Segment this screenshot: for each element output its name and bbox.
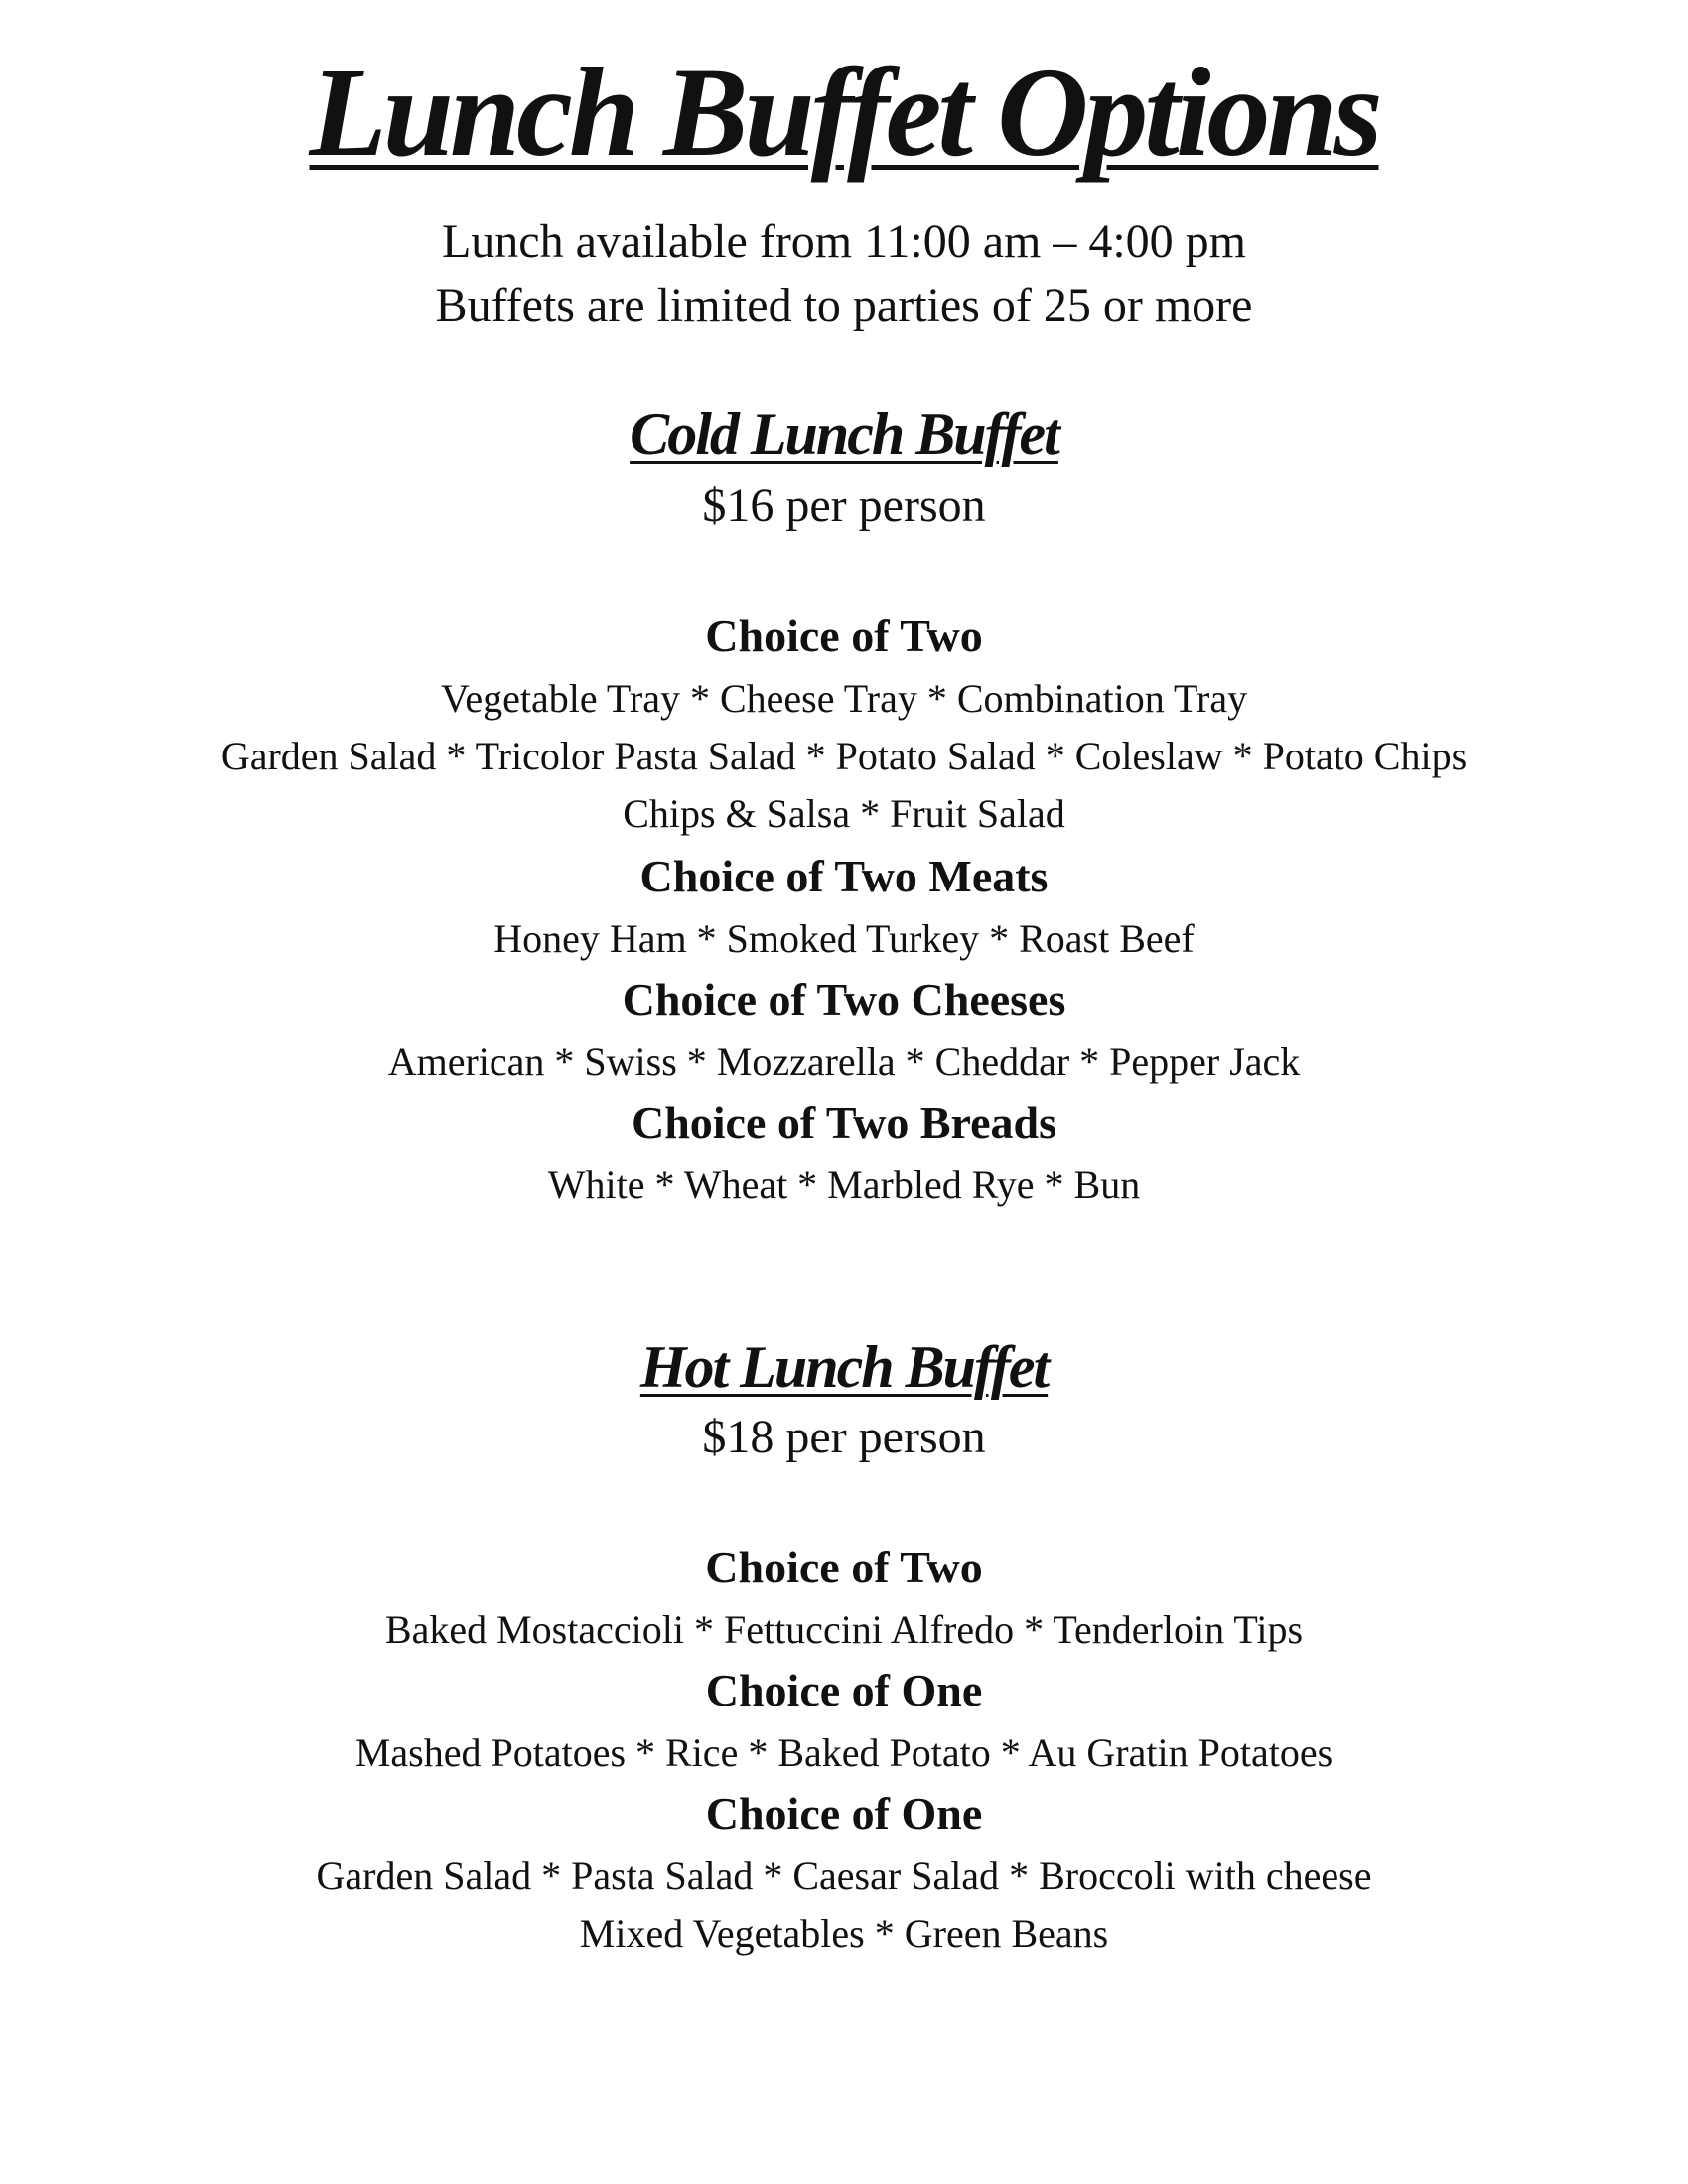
cold-meats-line: Honey Ham * Smoked Turkey * Roast Beef (493, 916, 1195, 961)
cold-buffet-title: Cold Lunch Buffet (630, 401, 1058, 467)
hot-buffet-title: Hot Lunch Buffet (639, 1334, 1049, 1400)
hot-choice-one-heading: Choice of One (705, 1665, 983, 1715)
hot-choice-two-line: Baked Mostaccioli * Fettuccini Alfredo * Tenderloin Tips (384, 1607, 1304, 1652)
hot-buffet-price: $18 per person (702, 1411, 986, 1463)
lunch-hours: Lunch available from 11:00 am – 4:00 pm (441, 215, 1247, 268)
cold-choice-two-line: Vegetable Tray * Cheese Tray * Combination Tray (440, 676, 1248, 721)
cold-breads-line: White * Wheat * Marbled Rye * Bun (547, 1162, 1141, 1207)
hot-choice-two-heading: Choice of Two (705, 1542, 983, 1592)
hot-choice-one-heading: Choice of One (705, 1788, 983, 1839)
cold-choice-two-heading: Choice of Two (705, 611, 983, 661)
cold-breads-heading: Choice of Two Breads (631, 1097, 1057, 1148)
cold-buffet-price: $16 per person (702, 479, 986, 532)
cold-cheeses-heading: Choice of Two Cheeses (622, 974, 1066, 1024)
page-title: Lunch Buffet Options (309, 42, 1379, 183)
cold-cheeses-line: American * Swiss * Mozzarella * Cheddar * Pepper Jack (387, 1039, 1301, 1084)
hot-choice-one-line: Mashed Potatoes * Rice * Baked Potato * Au Gratin Potatoes (354, 1730, 1334, 1775)
cold-choice-two-line: Chips & Salsa * Fruit Salad (623, 791, 1065, 836)
cold-meats-heading: Choice of Two Meats (639, 851, 1049, 901)
party-size-note: Buffets are limited to parties of 25 or more (435, 279, 1253, 332)
hot-choice-one-line: Mixed Vegetables * Green Beans (579, 1911, 1109, 1956)
hot-choice-one-line: Garden Salad * Pasta Salad * Caesar Salad * Broccoli with cheese (316, 1853, 1372, 1898)
cold-choice-two-line: Garden Salad * Tricolor Pasta Salad * Potato Salad * Coleslaw * Potato Chips (220, 734, 1468, 778)
